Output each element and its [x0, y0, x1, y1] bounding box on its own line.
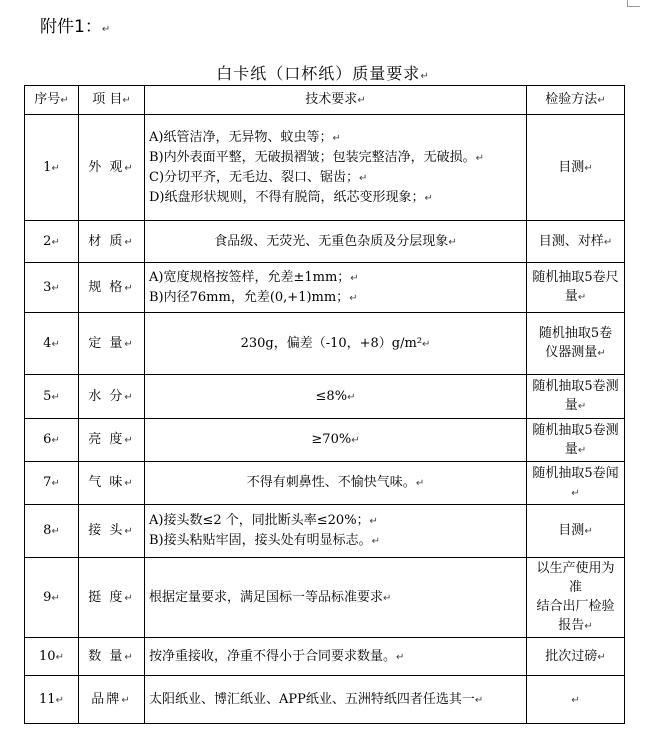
- requirement-line: 不得有刺鼻性、不愉快气味。↵: [246, 475, 425, 490]
- row-method: 随机抽取5卷闻↵: [527, 462, 625, 505]
- row-number: 6↵: [25, 419, 79, 462]
- row-item: 气 味↵: [79, 462, 145, 505]
- row-item: 品牌↵: [79, 676, 145, 724]
- row-item: 材 质↵: [79, 221, 145, 263]
- row-method: 目测↵: [527, 115, 625, 221]
- table-row: [25, 419, 625, 462]
- row-method: 随机抽取5卷测量↵: [527, 419, 625, 462]
- table-row: [25, 221, 625, 263]
- document-title: 白卡纸（口杯纸）质量要求↵: [216, 64, 430, 83]
- table-row: [25, 313, 625, 375]
- table-row: [25, 505, 625, 558]
- requirement-line: 太阳纸业、博汇纸业、APP纸业、五洲特纸四者任选其一↵: [149, 691, 484, 707]
- row-method: 目测↵: [527, 505, 625, 558]
- header-item: 项 目↵: [79, 86, 145, 115]
- row-requirement: [145, 115, 527, 221]
- row-requirement: [145, 462, 527, 505]
- requirement-line: 食品级、无荧光、无重色杂质及分层现象↵: [214, 233, 457, 249]
- requirement-line: 按净重接收，净重不得小于合同要求数量。↵: [149, 648, 405, 664]
- row-requirement: [145, 375, 527, 419]
- row-method: 随机抽取5卷尺量↵: [527, 263, 625, 313]
- row-number: 3↵: [25, 263, 79, 313]
- row-item: 水 分↵: [79, 375, 145, 419]
- quality-requirements-table: [24, 85, 625, 724]
- row-method: 随机抽取5卷测量↵: [527, 375, 625, 419]
- row-item: 挺 度↵: [79, 558, 145, 638]
- row-item: 定 量↵: [79, 313, 145, 375]
- row-requirement: [145, 676, 527, 724]
- table-row: [25, 558, 625, 638]
- row-requirement: [145, 638, 527, 676]
- row-number: 9↵: [25, 558, 79, 638]
- row-requirement: [145, 558, 527, 638]
- row-number: 10↵: [25, 638, 79, 676]
- page-corner-mark: [627, 0, 640, 7]
- row-number: 1↵: [25, 115, 79, 221]
- row-method: 以生产使用为准 结合出厂检验报告↵: [527, 558, 625, 638]
- requirement-line: 根据定量要求，满足国标一等品标准要求↵: [149, 589, 392, 605]
- requirement-line: ≥70%↵: [311, 432, 360, 447]
- row-requirement: [145, 263, 527, 313]
- attachment-label: 附件1：↵: [40, 17, 111, 37]
- row-item: 亮 度↵: [79, 419, 145, 462]
- row-item: 数 量↵: [79, 638, 145, 676]
- row-number: 4↵: [25, 313, 79, 375]
- row-method: ↵: [527, 676, 625, 724]
- table-row: [25, 375, 625, 419]
- table-header-row: [25, 86, 625, 115]
- requirement-line: A)纸管洁净，无异物、蚊虫等；↵: [149, 129, 341, 145]
- row-requirement: [145, 505, 527, 558]
- row-method: 目测、对样↵: [527, 221, 625, 263]
- row-number: 7↵: [25, 462, 79, 505]
- row-requirement: [145, 419, 527, 462]
- row-requirement: [145, 221, 527, 263]
- row-item: 接 头↵: [79, 505, 145, 558]
- table-row: [25, 638, 625, 676]
- table-row: [25, 676, 625, 724]
- table-row: [25, 263, 625, 313]
- requirement-line: D)纸盘形状规则，不得有脱筒，纸芯变形现象；↵: [149, 189, 433, 205]
- row-number: 11↵: [25, 676, 79, 724]
- table-row: [25, 462, 625, 505]
- row-number: 2↵: [25, 221, 79, 263]
- row-item: 规 格↵: [79, 263, 145, 313]
- row-method: 随机抽取5卷 仪器测量↵: [527, 313, 625, 375]
- header-method: 检验方法↵: [527, 86, 625, 115]
- table-row: [25, 115, 625, 221]
- requirement-line: A)宽度规格按签样，允差±1mm；↵: [149, 269, 359, 285]
- header-no: 序号↵: [25, 86, 79, 115]
- requirement-line: ≤8%↵: [315, 388, 356, 404]
- requirement-line: A)接头数≤2 个，同批断头率≤20%；↵: [149, 513, 378, 528]
- row-number: 5↵: [25, 375, 79, 419]
- requirement-line: B)接头粘贴牢固，接头处有明显标志。↵: [149, 533, 381, 548]
- row-requirement: [145, 313, 527, 375]
- requirement-line: B)内径76mm，允差(0,+1)mm；↵: [149, 289, 358, 305]
- requirement-line: 230g，偏差（-10，+8）g/m²↵: [240, 335, 431, 351]
- row-item: 外 观↵: [79, 115, 145, 221]
- requirement-line: C)分切平齐，无毛边、裂口、锯齿；↵: [149, 169, 368, 185]
- row-number: 8↵: [25, 505, 79, 558]
- row-method: 批次过磅↵: [527, 638, 625, 676]
- header-requirement: 技术要求↵: [145, 86, 527, 115]
- requirement-line: B)内外表面平整，无破损褶皱；包装完整洁净，无破损。↵: [149, 149, 485, 165]
